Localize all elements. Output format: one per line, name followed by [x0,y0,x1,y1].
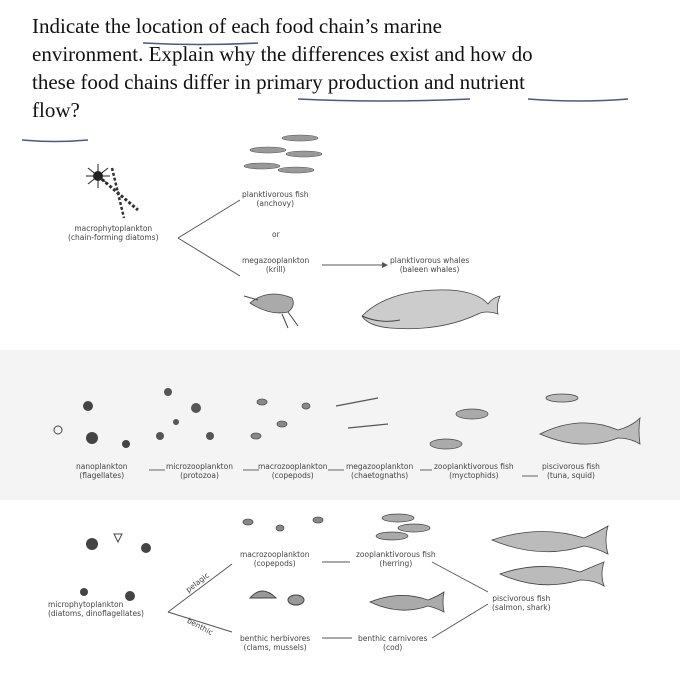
flagellates-icon [54,401,130,448]
question-text [32,12,642,124]
benthic-herbivores-label: benthic herbivores (clams, mussels) [240,634,311,652]
tuna-squid-icon [540,394,640,444]
question-line-3: these food chains differ in primary production and nutrient [32,70,525,94]
salmon-shark-icon [492,526,608,586]
benthic-label: benthic [185,615,215,638]
copepods-icon [251,399,310,439]
baleen-whale-icon [362,290,500,329]
branch-arrows [178,200,240,276]
question-line-1: Indicate the location of each food chain’s marine [32,14,442,38]
or-label: or [272,230,280,239]
krill-icon [244,294,298,328]
pelagic-macrozooplankton-label: macrozooplankton (copepods) [240,550,310,568]
megazooplankton-label: megazooplankton (chaetognaths) [346,462,414,480]
benthic-carnivores-label: benthic carnivores (cod) [358,634,428,652]
piscivorous-fish-label: piscivorous fish (tuna, squid) [542,462,600,480]
herring-icon [376,514,430,540]
microphytoplankton-label: microphytoplankton (diatoms, dinoflagellates) [48,600,144,618]
diatom-chain-icon [86,164,138,218]
nanoplankton-label: nanoplankton (flagellates) [76,462,128,480]
open-ocean-food-chain [0,350,680,500]
microphytoplankton-icon [80,534,151,601]
microzooplankton-label: microzooplankton (protozoa) [166,462,233,480]
whale-label: planktivorous whales (baleen whales) [390,256,470,274]
anchovy-school-icon [244,135,322,173]
krill-label: megazooplankton (krill) [242,256,310,274]
coastal-food-chain [0,500,680,700]
question-line-4: flow? [32,98,80,122]
protozoa-icon [156,388,214,440]
copepods-icon [243,517,323,531]
clam-icon [250,591,304,605]
herring-label: zooplanktivorous fish (herring) [356,550,436,568]
myctophids-icon [430,409,488,449]
zooplanktivorous-fish-label: zooplanktivorous fish (myctophids) [434,462,514,480]
upwelling-food-chain [0,128,680,348]
cod-icon [370,592,444,612]
pelagic-label: pelagic [184,570,211,595]
chaetognaths-icon [336,398,388,428]
anchovy-label: planktivorous fish (anchovy) [242,190,309,208]
producer-label: macrophytoplankton (chain-forming diatoms) [68,224,159,242]
macrozooplankton-label: macrozooplankton (copepods) [258,462,328,480]
salmon-shark-label: piscivorous fish (salmon, shark) [492,594,551,612]
question-line-2: environment. Explain why the differences exist and how do [32,42,533,66]
